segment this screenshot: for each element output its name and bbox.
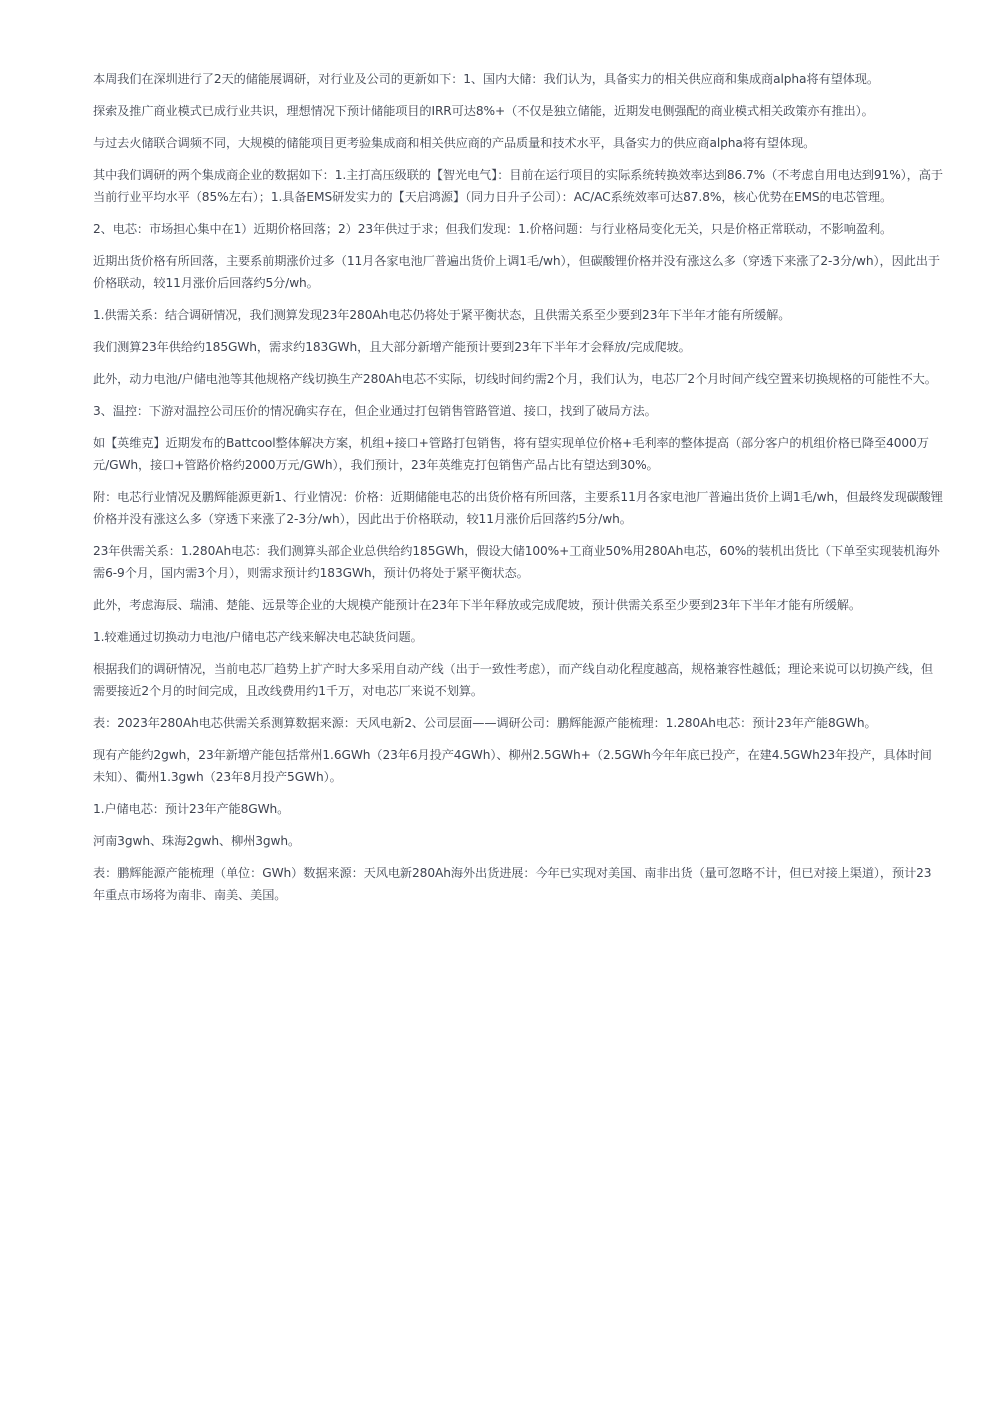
paragraph-9: 此外，动力电池/户储电池等其他规格产线切换生产280Ah电芯不实际，切线时间约需2个月，我们认为，电芯厂2个月时间产线空置来切换规格的可能性不大。: [93, 372, 937, 386]
paragraph-16: 根据我们的调研情况，当前电芯厂趋势上扩产时大多采用自动产线（出于一致性考虑），而产线自动化程度越高，规格兼容性越低；理论来说可以切换产线，但需要接近2个月的时间完成，且改线费用约1千万，对电芯厂来说不划算。: [93, 662, 934, 698]
paragraph-4: 其中我们调研的两个集成商企业的数据如下：1.主打高压级联的【智光电气】：目前在运行项目的实际系统转换效率达到86.7%（不考虑自用电达到91%），高于当前行业平均水平（85%左右）；1.具备EMS研发实力的【天启鸿源】（同力日升子公司）：AC/AC系统效率可达87.8%，核心优势在EMS的电芯管理。: [93, 168, 943, 204]
paragraph-8: 我们测算23年供给约185GWh，需求约183GWh，且大部分新增产能预计要到23年下半年才会释放/完成爬坡。: [93, 340, 691, 354]
paragraph-12: 附：电芯行业情况及鹏辉能源更新1、行业情况：价格：近期储能电芯的出货价格有所回落，主要系11月各家电池厂普遍出货价上调1毛/wh，但最终发现碳酸锂价格并没有涨这么多（穿透下来涨了2-3分/wh），因此出于价格联动，较11月涨价后回落约5分/wh。: [93, 490, 943, 526]
paragraph-15: 1.较难通过切换动力电池/户储电芯产线来解决电芯缺货问题。: [93, 630, 423, 644]
paragraph-20: 河南3gwh、珠海2gwh、柳州3gwh。: [93, 834, 301, 848]
paragraph-6: 近期出货价格有所回落，主要系前期涨价过多（11月各家电池厂普遍出货价上调1毛/wh），但碳酸锂价格并没有涨这么多（穿透下来涨了2-3分/wh），因此出于价格联动，较11月涨价后回落约5分/wh。: [93, 254, 940, 290]
paragraph-3: 与过去火储联合调频不同，大规模的储能项目更考验集成商和相关供应商的产品质量和技术水平，具备实力的供应商alpha将有望体现。: [93, 136, 816, 150]
paragraph-7: 1.供需关系：结合调研情况，我们测算发现23年280Ah电芯仍将处于紧平衡状态，且供需关系至少要到23年下半年才能有所缓解。: [93, 308, 791, 322]
paragraph-13: 23年供需关系：1.280Ah电芯：我们测算头部企业总供给约185GWh，假设大储100%+工商业50%用280Ah电芯，60%的装机出货比（下单至实现装机海外需6-9个月，国内需3个月），则需求预计约183GWh，预计仍将处于紧平衡状态。: [93, 544, 940, 580]
paragraph-21: 表：鹏辉能源产能梳理（单位：GWh）数据来源：天风电新280Ah海外出货进展：今年已实现对美国、南非出货（量可忽略不计，但已对接上渠道），预计23年重点市场将为南非、南美、美国。: [93, 866, 932, 902]
paragraph-2: 探索及推广商业模式已成行业共识，理想情况下预计储能项目的IRR可达8%+（不仅是独立储能，近期发电侧强配的商业模式相关政策亦有推出）。: [93, 104, 874, 118]
paragraph-18: 现有产能约2gwh，23年新增产能包括常州1.6GWh（23年6月投产4GWh）、柳州2.5GWh+（2.5GWh今年年底已投产，在建4.5GWh23年投产，具体时间未知）、衢州1.3gwh（23年8月投产5GWh）。: [93, 748, 932, 784]
paragraph-17: 表：2023年280Ah电芯供需关系测算数据来源：天风电新2、公司层面——调研公司：鹏辉能源产能梳理：1.280Ah电芯：预计23年产能8GWh。: [93, 716, 877, 730]
paragraph-14: 此外，考虑海辰、瑞浦、楚能、远景等企业的大规模产能预计在23年下半年释放或完成爬坡，预计供需关系至少要到23年下半年才能有所缓解。: [93, 598, 861, 612]
document-body: [93, 68, 943, 916]
paragraph-11: 如【英维克】近期发布的Battcool整体解决方案，机组+接口+管路打包销售，将有望实现单位价格+毛利率的整体提高（部分客户的机组价格已降至4000万元/GWh，接口+管路价格约2000万元/GWh），我们预计，23年英维克打包销售产品占比有望达到30%。: [93, 436, 929, 472]
paragraph-10: 3、温控：下游对温控公司压价的情况确实存在，但企业通过打包销售管路管道、接口，找到了破局方法。: [93, 404, 657, 418]
paragraph-1: 本周我们在深圳进行了2天的储能展调研，对行业及公司的更新如下：1、国内大储：我们认为，具备实力的相关供应商和集成商alpha将有望体现。: [93, 72, 879, 86]
paragraph-5: 2、电芯：市场担心集中在1）近期价格回落；2）23年供过于求；但我们发现：1.价格问题：与行业格局变化无关，只是价格正常联动，不影响盈利。: [93, 222, 893, 236]
paragraph-19: 1.户储电芯：预计23年产能8GWh。: [93, 802, 290, 816]
